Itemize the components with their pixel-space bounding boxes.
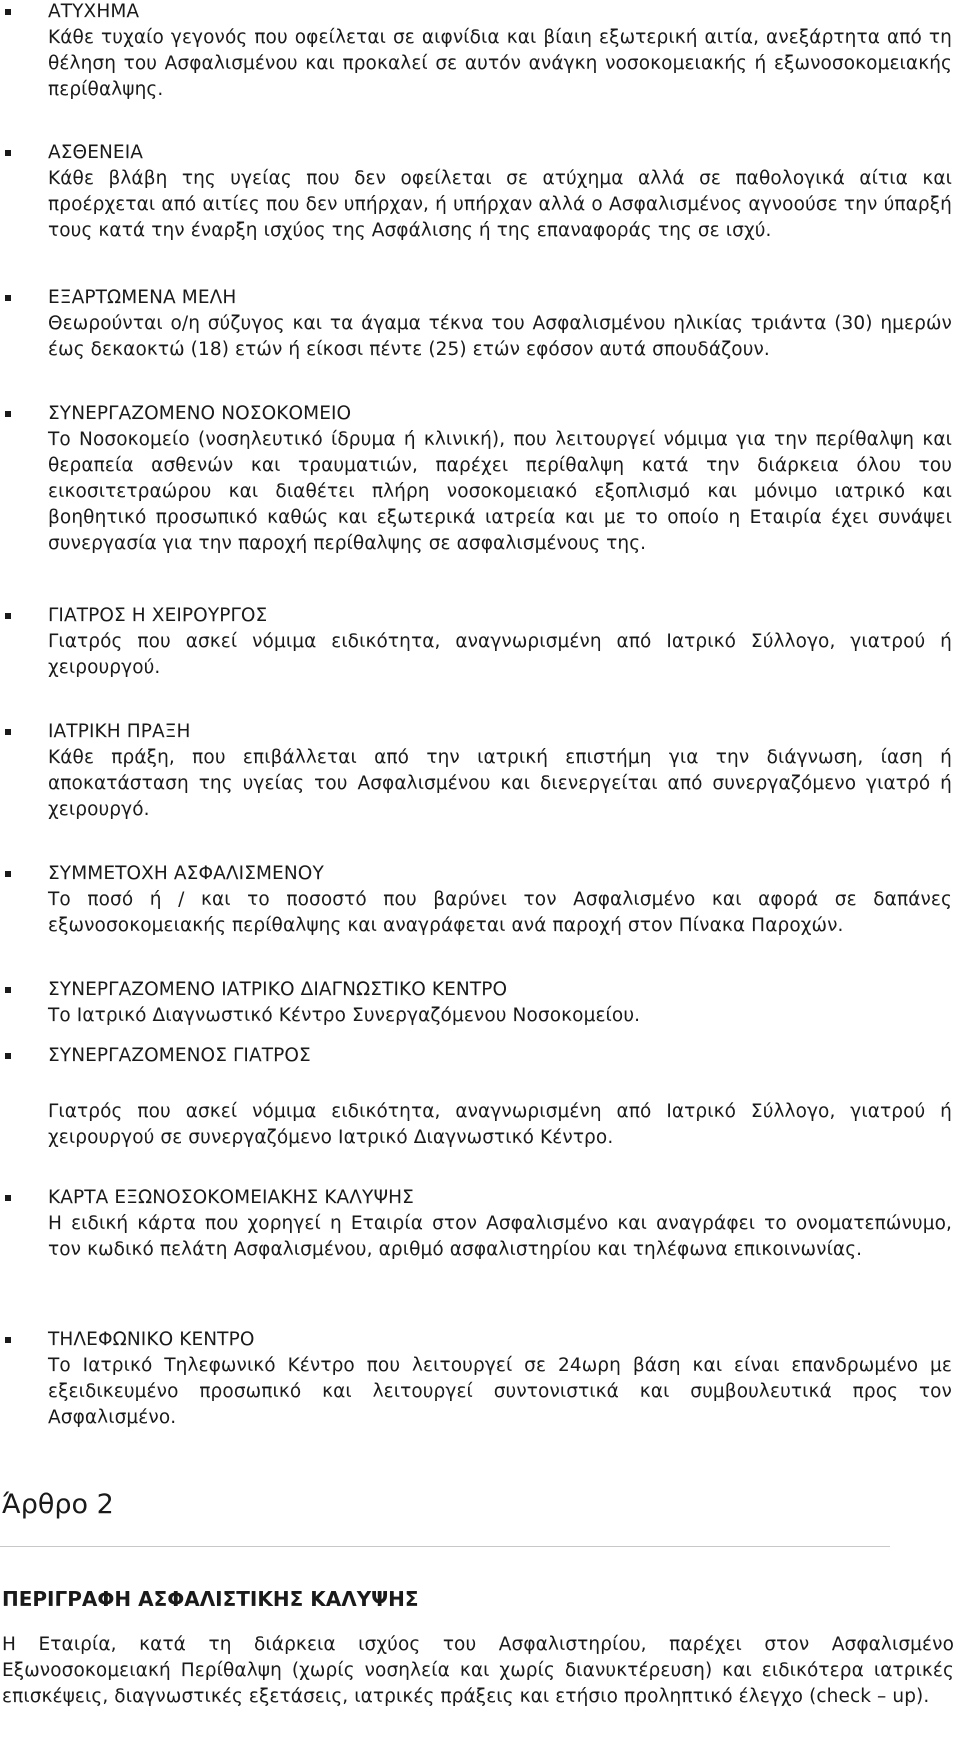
definition-term: ΚΑΡΤΑ ΕΞΩΝΟΣΟΚΟΜΕΙΑΚΗΣ ΚΑΛΥΨΗΣ: [48, 1187, 414, 1208]
definition-text: Γιατρός που ασκεί νόμιμα ειδικότητα, αναγνωρισμένη από Ιατρικό Σύλλογο, γιατρού ή χειρουργού σε συνεργαζόμενο Ιατρικό Διαγνωστικό Κέντρο.: [48, 1101, 952, 1148]
bullet-icon: [5, 150, 11, 156]
bullet-icon: [5, 9, 11, 15]
definition-text: Η ειδική κάρτα που χορηγεί η Εταιρία στον Ασφαλισμένο και αναγράφει το ονοματεπώνυμο, τον κωδικό πελάτη Ασφαλισμένου, αριθμό ασφαλιστηρίου και τηλέφωνα επικοινωνίας.: [48, 1213, 952, 1260]
definition-text: Κάθε πράξη, που επιβάλλεται από την ιατρική επιστήμη για την διάγνωση, ίαση ή αποκατάσταση της υγείας του Ασφαλισμένου και διενεργείται από συνεργαζόμενο γιατρό ή χειρουργό.: [48, 747, 952, 820]
bullet-icon: [5, 871, 11, 877]
bullet-icon: [5, 1337, 11, 1343]
definition-text: Κάθε τυχαίο γεγονός που οφείλεται σε αιφνίδια και βίαιη εξωτερική αιτία, ανεξάρτητα από τη θέληση του Ασφαλισμένου και προκαλεί σε αυτόν ανάγκη νοσοκομειακής ή εξωνοσοκομειακής περίθαλψης.: [48, 27, 952, 100]
definition-term: ΙΑΤΡΙΚΗ ΠΡΑΞΗ: [48, 721, 191, 742]
definition-term: ΑΣΘΕΝΕΙΑ: [48, 142, 144, 163]
definition-text: Γιατρός που ασκεί νόμιμα ειδικότητα, αναγνωρισμένη από Ιατρικό Σύλλογο, γιατρού ή χειρουργού.: [48, 631, 952, 678]
definition-term: ΣΥΝΕΡΓΑΖΟΜΕΝΟ ΙΑΤΡΙΚΟ ΔΙΑΓΝΩΣΤΙΚΟ ΚΕΝΤΡΟ: [48, 979, 508, 1000]
definition-term: ΑΤΥΧΗΜΑ: [48, 1, 140, 22]
definition-text: Το ποσό ή / και το ποσοστό που βαρύνει τον Ασφαλισμένο και αφορά σε δαπάνες εξωνοσοκομειακής περίθαλψης και αναγράφεται ανά παροχή στον Πίνακα Παροχών.: [48, 889, 952, 936]
bullet-icon: [5, 729, 11, 735]
bullet-icon: [5, 987, 11, 993]
definition-term: ΣΥΜΜΕΤΟΧΗ ΑΣΦΑΛΙΣΜΕΝΟΥ: [48, 863, 324, 884]
bullet-icon: [5, 411, 11, 417]
definition-term: ΕΞΑΡΤΩΜΕΝΑ ΜΕΛΗ: [48, 287, 237, 308]
definition-text: Θεωρούνται ο/η σύζυγος και τα άγαμα τέκνα του Ασφαλισμένου ηλικίας τριάντα (30) ημερών έως δεκαοκτώ (18) ετών ή είκοσι πέντε (25) ετών εφόσον αυτά σπουδάζουν.: [48, 313, 952, 360]
section-text: Η Εταιρία, κατά τη διάρκεια ισχύος του Ασφαλιστηρίου, παρέχει στον Ασφαλισμένο Εξωνοσοκομειακή Περίθαλψη (χωρίς νοσηλεία και χωρίς διανυκτέρευση) και ειδικότερα ιατρικές επισκέψεις, διαγνωστικές εξετάσεις, ιατρικές πράξεις και ετήσιο προληπτικό έλεγχο (check – up).: [2, 1634, 954, 1707]
definition-text: Κάθε βλάβη της υγείας που δεν οφείλεται σε ατύχημα αλλά σε παθολογικά αίτια και προέρχεται από αιτίες που δεν υπήρχαν, ή υπήρχαν αλλά ο Ασφαλισμένος αγνοούσε την ύπαρξή τους κατά την έναρξη ισχύος της Ασφάλισης ή της επαναφοράς της σε ισχύ.: [48, 168, 952, 241]
section-heading: ΠΕΡΙΓΡΑΦΗ ΑΣΦΑΛΙΣΤΙΚΗΣ ΚΑΛΥΨΗΣ: [2, 1587, 419, 1611]
definition-term: ΓΙΑΤΡΟΣ Η ΧΕΙΡΟΥΡΓΟΣ: [48, 605, 268, 626]
definition-term: ΣΥΝΕΡΓΑΖΟΜΕΝΟ ΝΟΣΟΚΟΜΕΙΟ: [48, 403, 352, 424]
definition-text: Το Ιατρικό Τηλεφωνικό Κέντρο που λειτουργεί σε 24ωρη βάση και είναι επανδρωμένο με εξειδικευμένο προσωπικό και λειτουργεί συντονιστικά και συμβουλευτικά προς τον Ασφαλισμένο.: [48, 1355, 952, 1428]
bullet-icon: [5, 1053, 11, 1059]
definition-term: ΤΗΛΕΦΩΝΙΚΟ ΚΕΝΤΡΟ: [48, 1329, 255, 1350]
definition-text: Το Νοσοκομείο (νοσηλευτικό ίδρυμα ή κλινική), που λειτουργεί νόμιμα για την περίθαλψη και θεραπεία ασθενών και τραυματιών, παρέχει περίθαλψη κατά την διάρκεια όλου του εικοσιτετραώρου και διαθέτει πλήρη νοσοκομειακό εξοπλισμό και μόνιμο ιατρικό και βοηθητικό προσωπικό καθώς και εξωτερικά ιατρεία και με το οποίο η Εταιρία έχει συνάψει συνεργασία για την παροχή περίθαλψης σε ασφαλισμένους της.: [48, 429, 952, 554]
bullet-icon: [5, 1195, 11, 1201]
bullet-icon: [5, 613, 11, 619]
definition-term: ΣΥΝΕΡΓΑΖΟΜΕΝΟΣ ΓΙΑΤΡΟΣ: [48, 1045, 311, 1066]
divider: [0, 1546, 890, 1547]
definition-text: Το Ιατρικό Διαγνωστικό Κέντρο Συνεργαζόμενου Νοσοκομείου.: [48, 1005, 641, 1026]
bullet-icon: [5, 295, 11, 301]
article-title: Άρθρο 2: [2, 1489, 114, 1520]
